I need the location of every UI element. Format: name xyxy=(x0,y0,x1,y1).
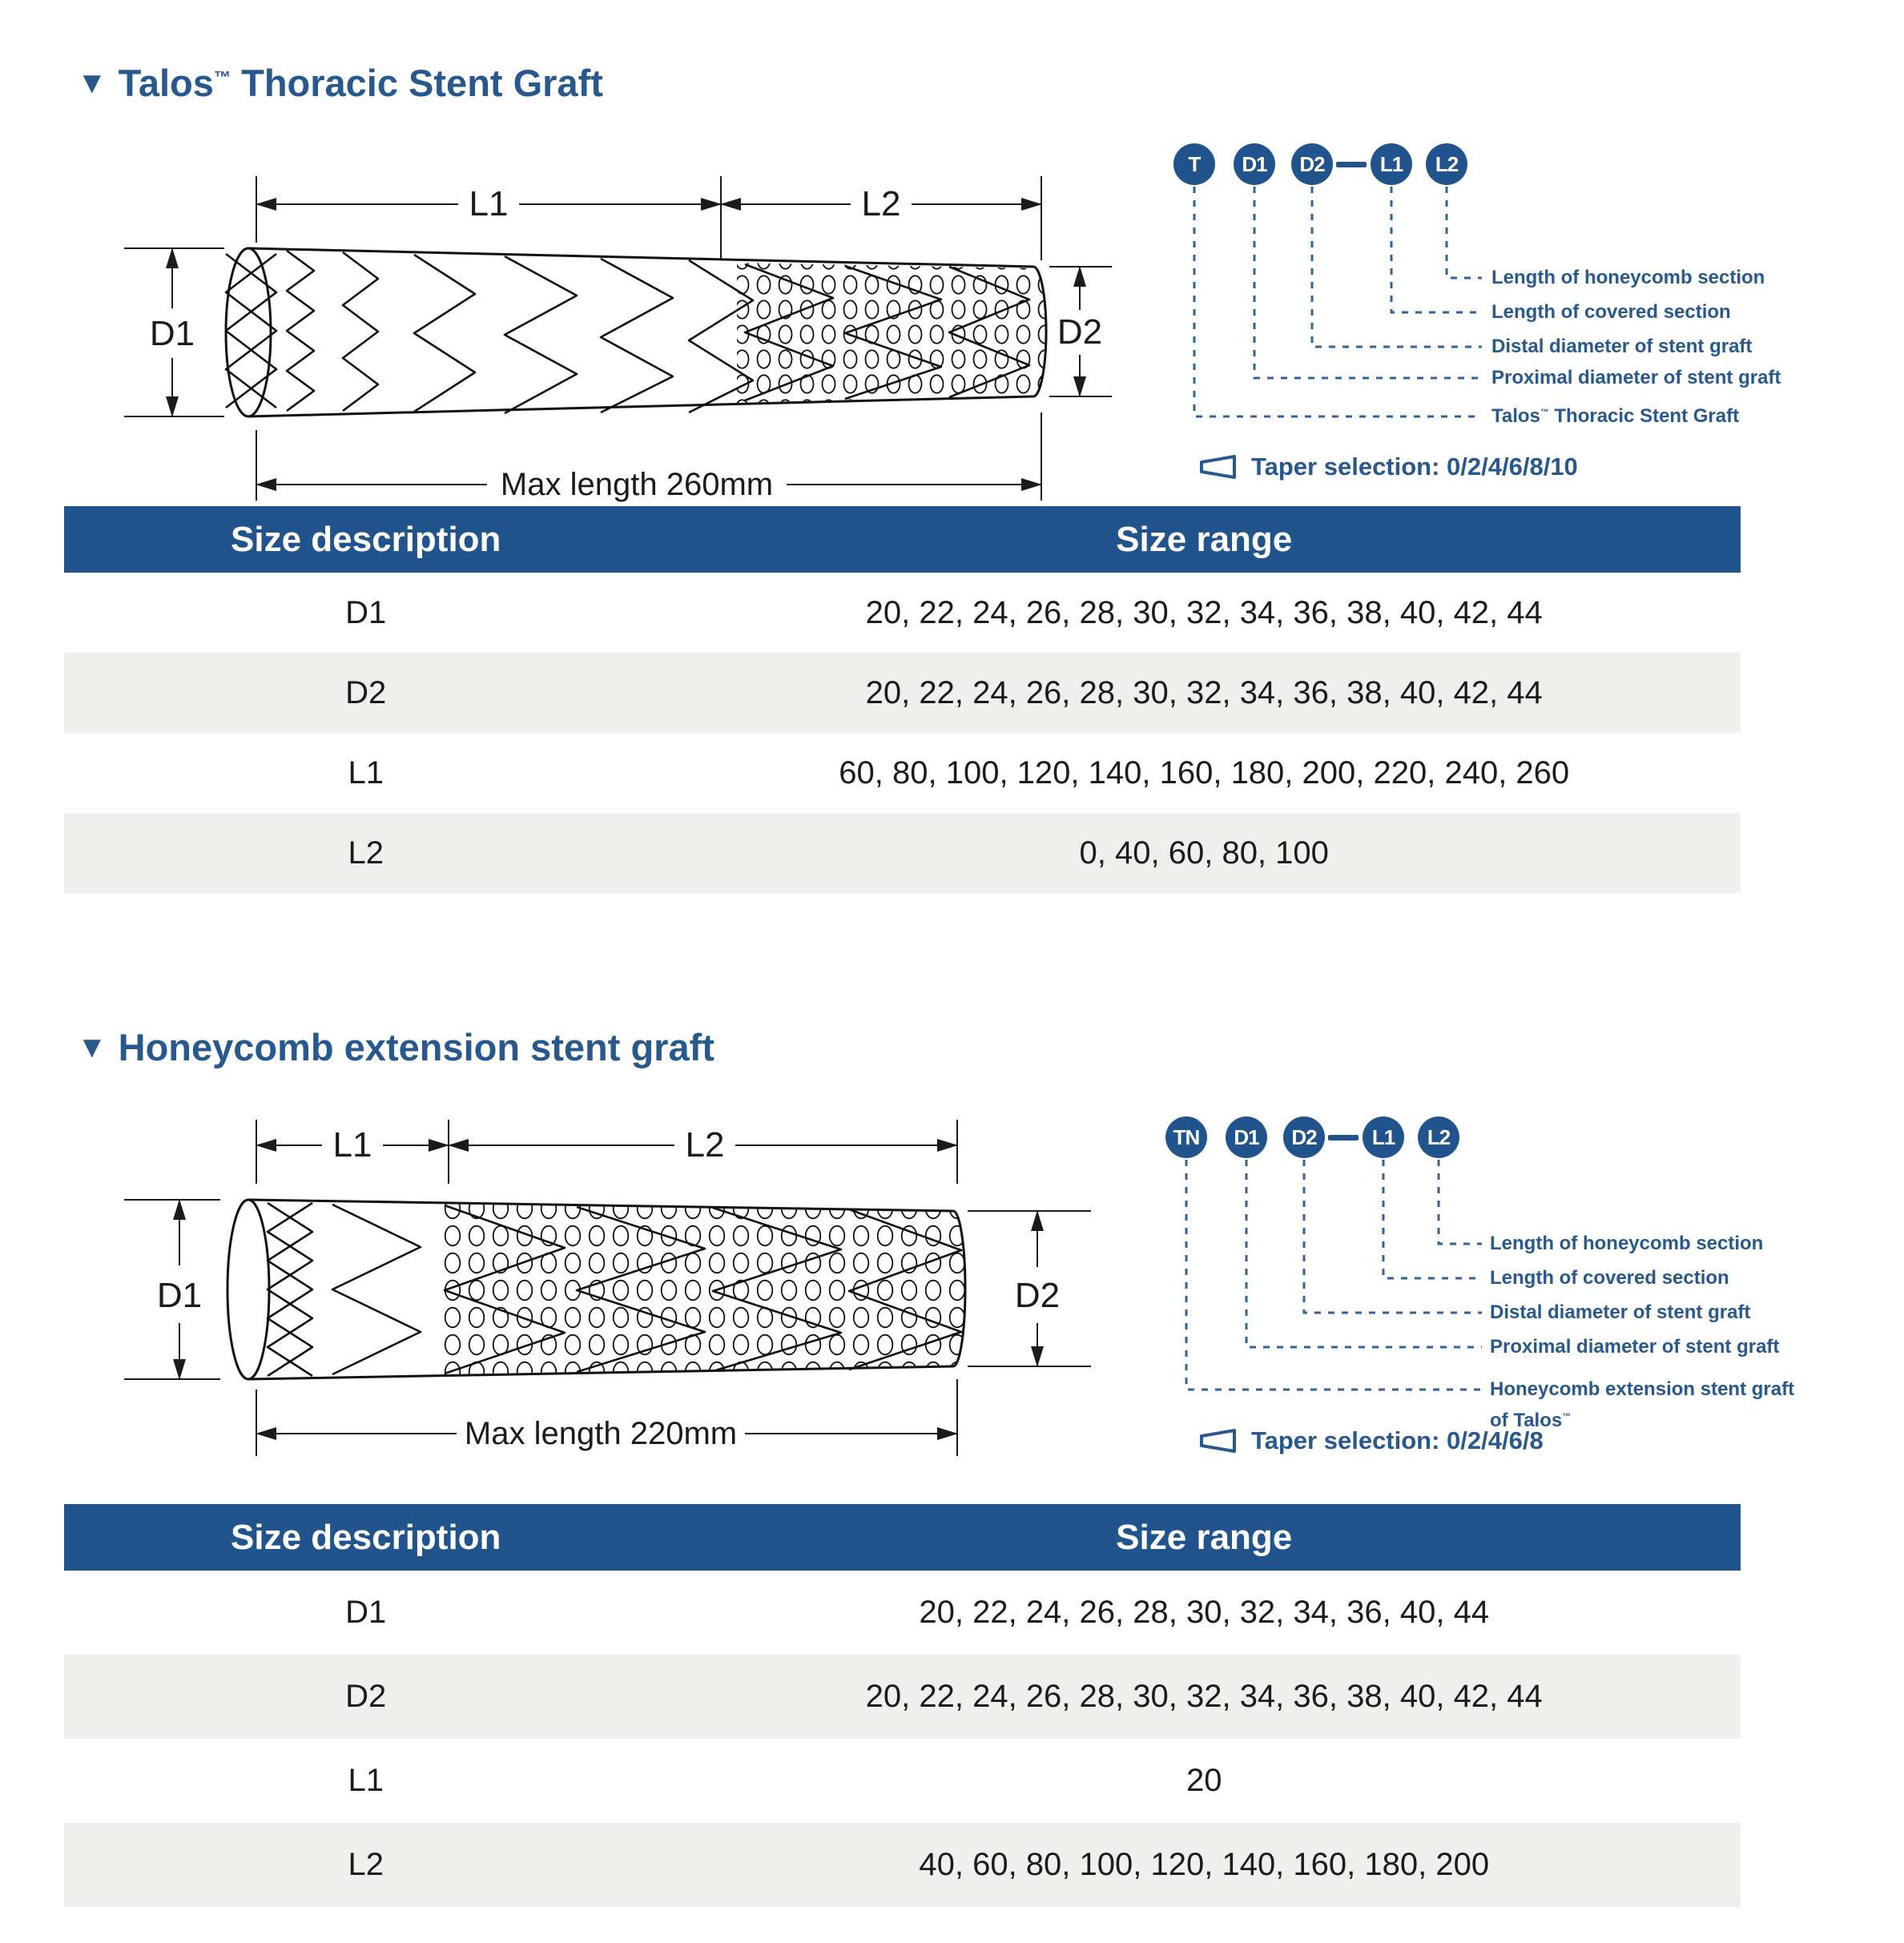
scheme2-label-proximal-diameter: Proximal diameter of stent graft xyxy=(1490,1336,1780,1358)
table-row xyxy=(64,1823,1741,1907)
dim-label-l2: L2 xyxy=(685,1125,725,1165)
table-row xyxy=(64,1739,1741,1823)
row-range: 20, 22, 24, 26, 28, 30, 32, 34, 36, 40, 44 xyxy=(919,1595,1490,1630)
taper-selection-2: Taper selection: 0/2/4/6/8 xyxy=(1251,1426,1544,1454)
row-desc: L1 xyxy=(348,754,384,790)
dim-label-d1: D1 xyxy=(149,314,195,353)
code-circle-l1: L1 xyxy=(1363,1116,1404,1158)
honeycomb-section xyxy=(441,1203,965,1375)
section-marker-triangle: ▼ xyxy=(77,1031,107,1064)
row-range: 20, 22, 24, 26, 28, 30, 32, 34, 36, 38, 40, 42, 44 xyxy=(865,594,1543,630)
honeycomb-size-table xyxy=(64,1504,1741,1907)
table-row xyxy=(64,1655,1741,1739)
scheme2-label-covered-length: Length of covered section xyxy=(1490,1267,1729,1289)
row-desc: L1 xyxy=(348,1763,384,1798)
product-line2: of Talos xyxy=(1490,1410,1563,1431)
dim-label-max-length: Max length 220mm xyxy=(464,1416,738,1451)
code-circle-d1: D1 xyxy=(1226,1116,1267,1158)
section1-title xyxy=(77,61,603,105)
dim-label-l1: L1 xyxy=(332,1125,372,1165)
table-row xyxy=(64,1571,1741,1655)
dim-label-max-length: Max length 260mm xyxy=(500,467,774,502)
header-size-range: Size range xyxy=(1116,1517,1293,1557)
scheme2-label-distal-diameter: Distal diameter of stent graft xyxy=(1490,1301,1751,1323)
code-circle-d1: D1 xyxy=(1234,143,1275,185)
code-circle-l1: L1 xyxy=(1371,143,1412,185)
taper-icon xyxy=(1198,1427,1238,1454)
table-header-row xyxy=(64,1504,1741,1571)
header-size-description: Size description xyxy=(231,1517,501,1557)
scheme1-label-honeycomb-length: Length of honeycomb section xyxy=(1491,267,1765,288)
row-desc: D1 xyxy=(345,1595,387,1630)
product-line1: Honeycomb extension stent graft xyxy=(1490,1378,1795,1400)
code-circle-d2: D2 xyxy=(1283,1116,1325,1158)
trademark-symbol: ™ xyxy=(1562,1412,1572,1422)
code-circle-d2: D2 xyxy=(1291,143,1333,185)
dim-label-d1: D1 xyxy=(156,1276,203,1315)
row-desc: D1 xyxy=(345,594,387,630)
product-rest: Thoracic Stent Graft xyxy=(1548,405,1740,427)
code-separator-dash xyxy=(1336,162,1367,167)
table-header-row xyxy=(64,506,1741,573)
taper-selection-1: Taper selection: 0/2/4/6/8/10 xyxy=(1251,453,1578,481)
row-range: 20, 22, 24, 26, 28, 30, 32, 34, 36, 38, 40, 42, 44 xyxy=(865,1679,1543,1714)
section-marker-triangle: ▼ xyxy=(77,66,107,100)
row-range: 0, 40, 60, 80, 100 xyxy=(1079,835,1329,871)
trademark-symbol: ™ xyxy=(213,68,231,87)
scheme1-label-distal-diameter: Distal diameter of stent graft xyxy=(1491,336,1753,357)
section2-title xyxy=(77,1025,715,1069)
section1-title-brand: Talos xyxy=(118,62,214,104)
code-circle-t: T xyxy=(1173,143,1215,185)
product-brand: Talos xyxy=(1491,405,1540,427)
code-circle-tn: TN xyxy=(1165,1116,1207,1158)
stent-body xyxy=(226,248,1046,416)
dim-label-d2: D2 xyxy=(1014,1276,1061,1315)
trademark-symbol: ™ xyxy=(1540,408,1549,417)
row-desc: D2 xyxy=(345,1679,387,1714)
taper-icon xyxy=(1198,453,1238,481)
scheme2-label-honeycomb-length: Length of honeycomb section xyxy=(1490,1233,1764,1254)
dim-label-l1: L1 xyxy=(469,184,509,223)
stent-body xyxy=(227,1200,965,1379)
table-row xyxy=(64,573,1741,653)
table-row xyxy=(64,813,1741,893)
row-desc: L2 xyxy=(348,835,384,871)
talos-size-table xyxy=(64,506,1741,893)
table-row xyxy=(64,733,1741,813)
code-circle-l2: L2 xyxy=(1426,143,1467,185)
scheme1-label-proximal-diameter: Proximal diameter of stent graft xyxy=(1491,367,1781,388)
row-desc: L2 xyxy=(348,1847,384,1882)
row-range: 60, 80, 100, 120, 140, 160, 180, 200, 220, 240, 260 xyxy=(839,754,1570,790)
row-range: 20, 22, 24, 26, 28, 30, 32, 34, 36, 38, 40, 42, 44 xyxy=(865,674,1543,710)
row-range: 20 xyxy=(1185,1763,1222,1798)
code-separator-dash xyxy=(1328,1135,1359,1140)
code-circle-l2: L2 xyxy=(1418,1116,1459,1158)
row-range: 40, 60, 80, 100, 120, 140, 160, 180, 200 xyxy=(919,1847,1490,1882)
table-row xyxy=(64,653,1741,733)
header-size-description: Size description xyxy=(231,519,501,559)
scheme1-label-covered-length: Length of covered section xyxy=(1491,301,1731,323)
honeycomb-section xyxy=(737,263,1045,403)
scheme1-label-product xyxy=(1491,405,1739,428)
dim-label-l2: L2 xyxy=(861,184,901,223)
header-size-range: Size range xyxy=(1116,519,1293,559)
dim-label-d2: D2 xyxy=(1057,312,1103,352)
section1-title-rest: Thoracic Stent Graft xyxy=(241,62,603,104)
section2-title-text: Honeycomb extension stent graft xyxy=(118,1026,715,1068)
talos-stent-diagram xyxy=(104,148,1113,509)
row-desc: D2 xyxy=(345,674,387,710)
honeycomb-extension-diagram xyxy=(80,1113,1121,1490)
